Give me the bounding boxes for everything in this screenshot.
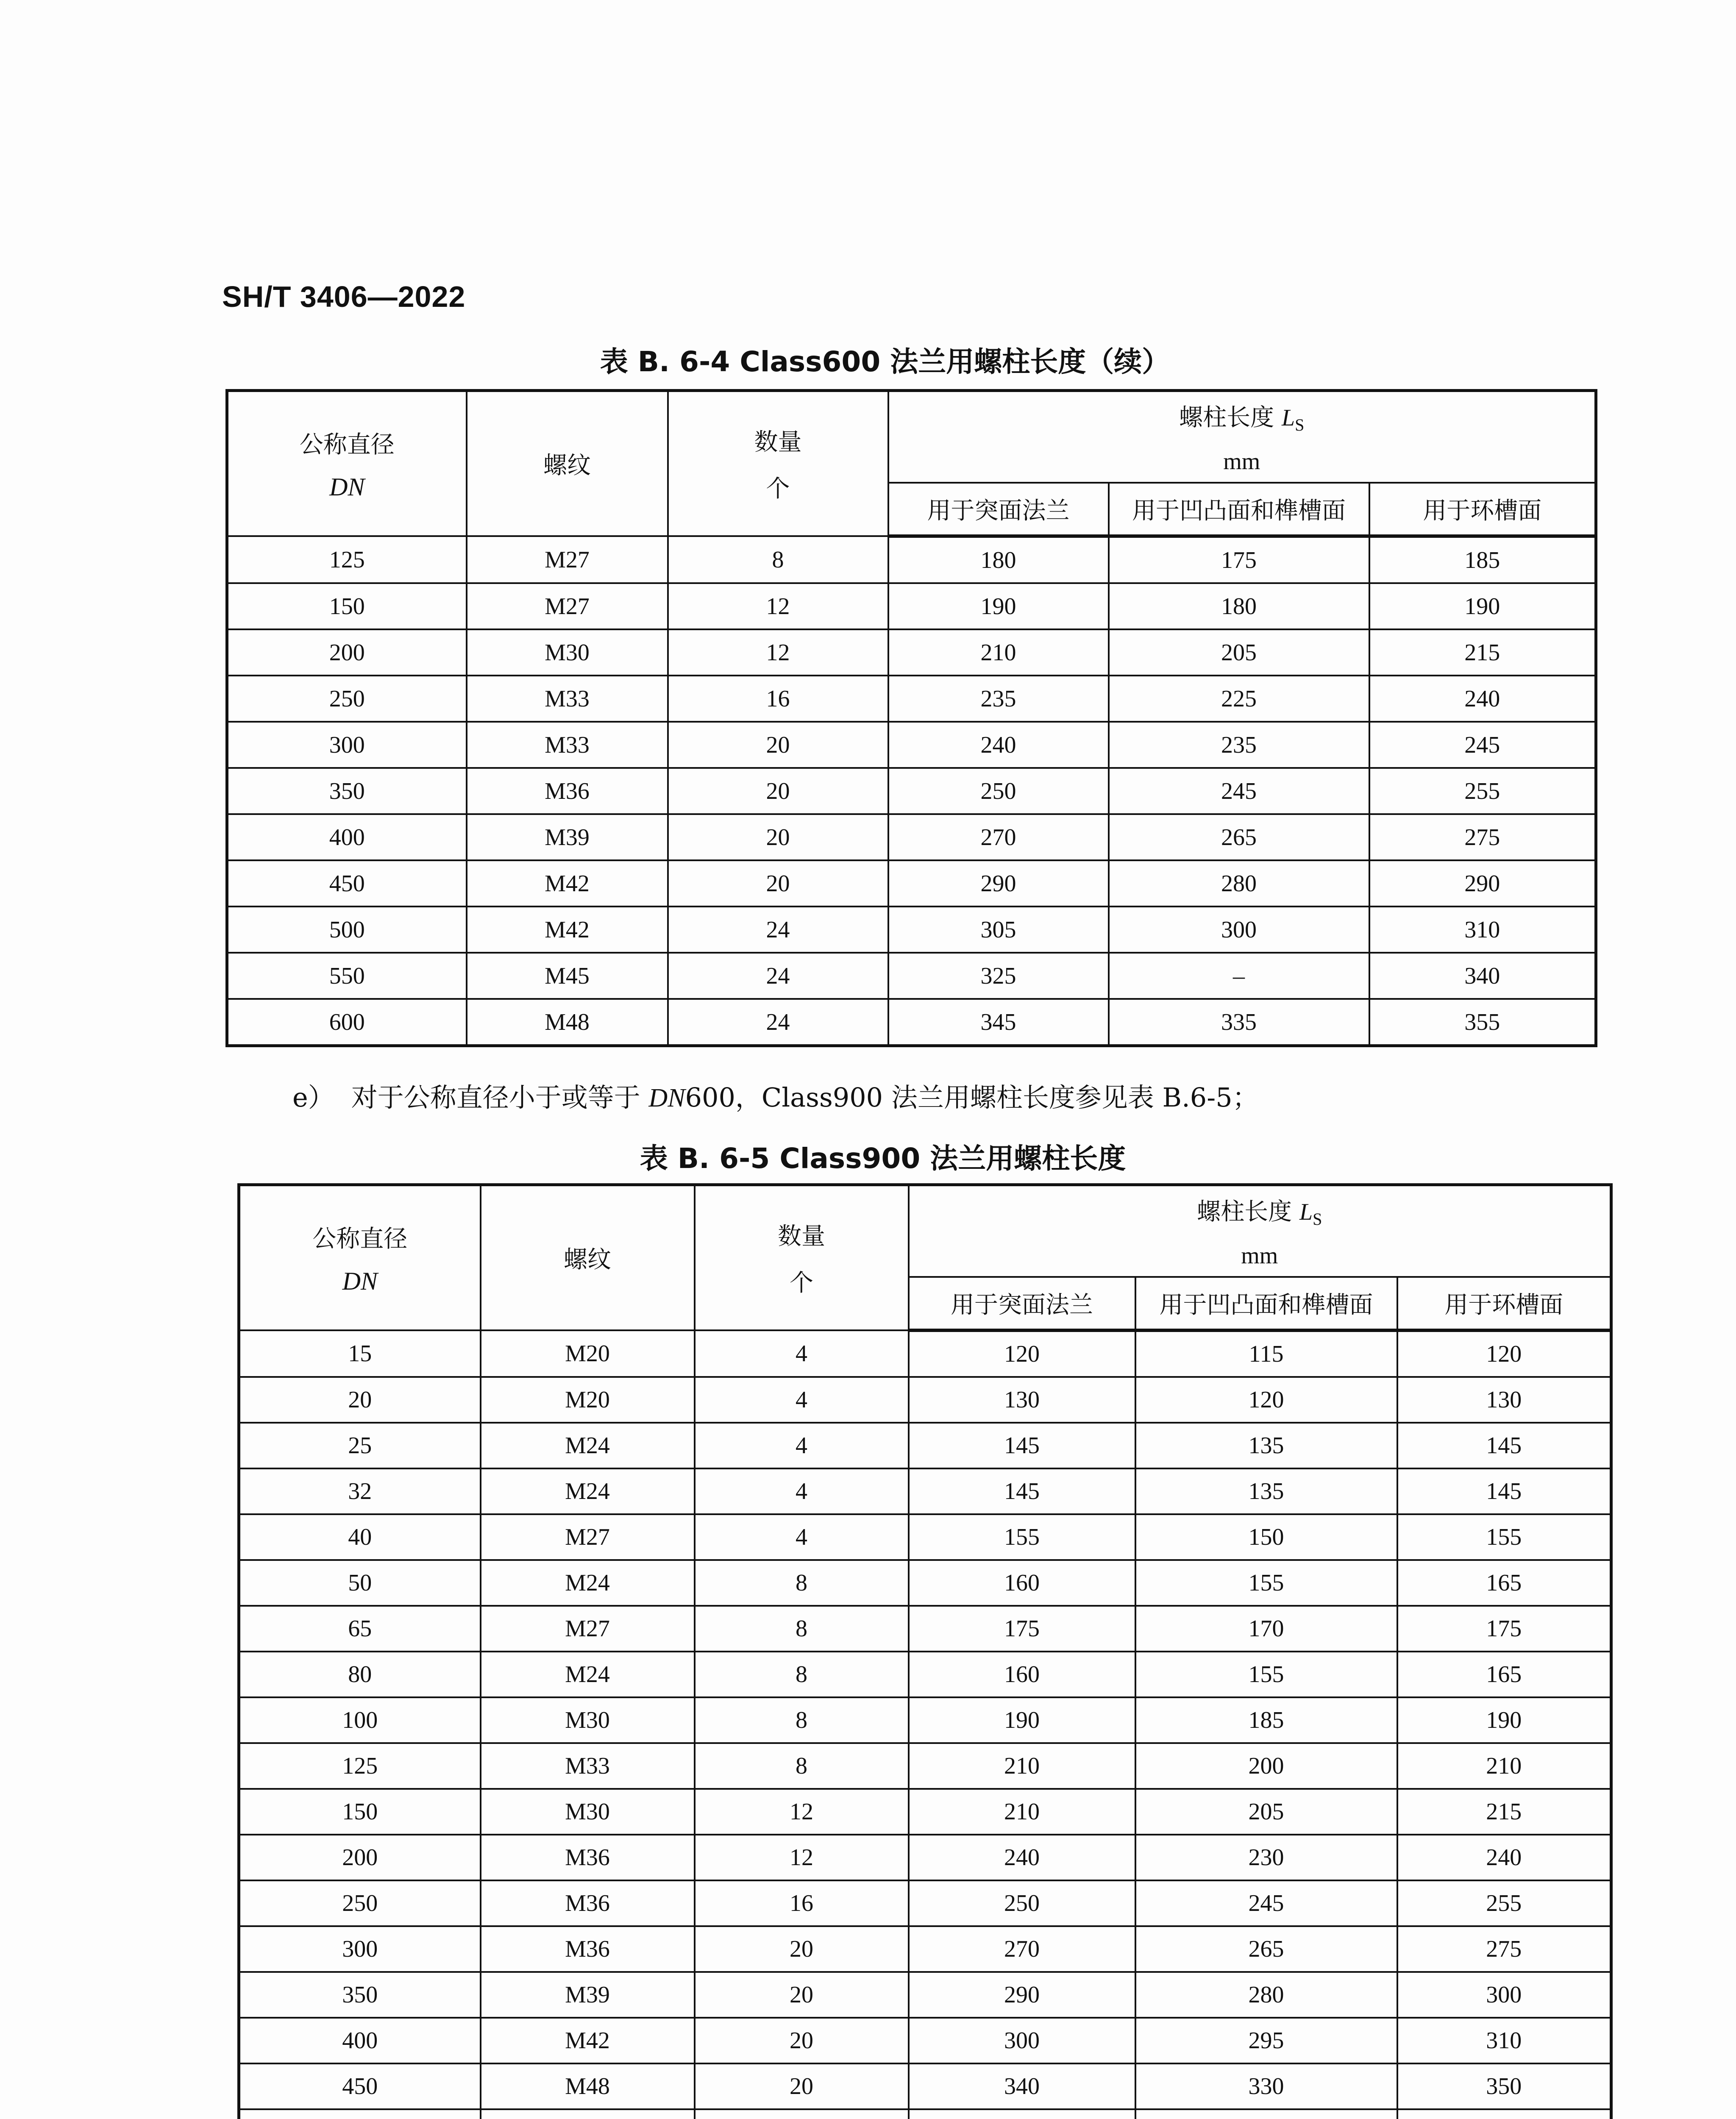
thread-cell: M27 xyxy=(481,1514,695,1560)
male-female-length-cell: 205 xyxy=(1135,1789,1397,1835)
nominal-diameter-cell: 200 xyxy=(239,1835,481,1880)
table2 xyxy=(237,1183,1613,2119)
thread-cell: M20 xyxy=(481,1377,695,1423)
male-female-length-cell: 135 xyxy=(1135,1423,1397,1468)
raised-face-length-cell: 120 xyxy=(909,1330,1135,1377)
ring-groove-length-cell: 300 xyxy=(1397,1972,1611,2018)
male-female-length-cell: 180 xyxy=(1109,583,1369,629)
nominal-diameter-cell: 350 xyxy=(239,1972,481,2018)
quantity-cell: 4 xyxy=(695,1377,909,1423)
nominal-diameter-cell: 32 xyxy=(239,1468,481,1514)
thread-cell: M36 xyxy=(481,1835,695,1880)
table-row xyxy=(227,907,1596,953)
raised-face-length-cell: 305 xyxy=(888,907,1109,953)
ring-groove-length-cell: 210 xyxy=(1397,1743,1611,1789)
table-row xyxy=(227,814,1596,860)
ring-groove-length-cell: 145 xyxy=(1397,1423,1611,1468)
quantity-cell: 24 xyxy=(668,999,888,1046)
table-row xyxy=(239,1743,1611,1789)
ring-groove-length-cell: 185 xyxy=(1369,536,1596,583)
ring-groove-length-cell: 350 xyxy=(1397,2063,1611,2109)
ring-groove-length-cell: 120 xyxy=(1397,1330,1611,1377)
header-quantity xyxy=(695,1185,909,1331)
ring-groove-length-cell: 175 xyxy=(1397,1606,1611,1652)
raised-face-length-cell: 160 xyxy=(909,1560,1135,1606)
raised-face-length-cell: 250 xyxy=(909,1880,1135,1926)
nominal-diameter-cell xyxy=(239,2109,481,2119)
table-row xyxy=(239,2063,1611,2109)
thread-cell: M24 xyxy=(481,1652,695,1697)
table-row xyxy=(239,1606,1611,1652)
quantity-cell: 20 xyxy=(668,860,888,907)
ring-groove-length-cell: 190 xyxy=(1397,1697,1611,1743)
nominal-diameter-cell: 200 xyxy=(227,629,467,676)
thread-cell: M45 xyxy=(467,953,668,999)
ring-groove-length-cell: 165 xyxy=(1397,1560,1611,1606)
male-female-length-cell: 155 xyxy=(1135,1560,1397,1606)
thread-cell: M24 xyxy=(481,1468,695,1514)
quantity-cell: 8 xyxy=(695,1697,909,1743)
raised-face-length-cell: 325 xyxy=(888,953,1109,999)
header-bolt-length-symbol: $L_S$ xyxy=(1281,405,1305,435)
header-nominal-diameter-label: 公称直径 xyxy=(299,431,395,459)
nominal-diameter-cell: 300 xyxy=(227,722,467,768)
nominal-diameter-cell: 250 xyxy=(227,676,467,722)
thread-cell: M24 xyxy=(481,1423,695,1468)
thread-cell: M36 xyxy=(481,1880,695,1926)
thread-cell: M33 xyxy=(467,676,668,722)
ring-groove-length-cell: 215 xyxy=(1397,1789,1611,1835)
table-row xyxy=(227,629,1596,676)
nominal-diameter-cell: 100 xyxy=(239,1697,481,1743)
table-row xyxy=(239,1697,1611,1743)
ring-groove-length-cell: 275 xyxy=(1397,1926,1611,1972)
quantity-cell: 20 xyxy=(695,1926,909,1972)
table-row xyxy=(227,583,1596,629)
header-nominal-diameter xyxy=(227,391,467,537)
male-female-length-cell: 185 xyxy=(1135,1697,1397,1743)
raised-face-length-cell: 190 xyxy=(888,583,1109,629)
raised-face-length-cell: 290 xyxy=(909,1972,1135,2018)
thread-cell: M24 xyxy=(481,1560,695,1606)
male-female-length-cell: 200 xyxy=(1135,1743,1397,1789)
table-row xyxy=(239,1789,1611,1835)
thread-cell: M30 xyxy=(481,1789,695,1835)
ring-groove-length-cell: 130 xyxy=(1397,1377,1611,1423)
thread-cell: M48 xyxy=(481,2063,695,2109)
raised-face-length-cell: 235 xyxy=(888,676,1109,722)
nominal-diameter-cell: 400 xyxy=(227,814,467,860)
male-female-length-cell: 280 xyxy=(1109,860,1369,907)
ring-groove-length-cell: 355 xyxy=(1369,999,1596,1046)
quantity-cell: 4 xyxy=(695,1514,909,1560)
male-female-length-cell: 295 xyxy=(1135,2018,1397,2063)
header-bolt-length-unit: mm xyxy=(1223,448,1260,475)
male-female-length-cell xyxy=(1135,2109,1397,2119)
raised-face-length-cell: 175 xyxy=(909,1606,1135,1652)
raised-face-length-cell: 240 xyxy=(888,722,1109,768)
raised-face-length-cell: 270 xyxy=(888,814,1109,860)
thread-cell: M42 xyxy=(467,907,668,953)
thread-cell: M30 xyxy=(481,1697,695,1743)
header-nominal-diameter-symbol: DN xyxy=(329,473,365,501)
male-female-length-cell: 170 xyxy=(1135,1606,1397,1652)
thread-cell: M33 xyxy=(467,722,668,768)
quantity-cell: 12 xyxy=(668,583,888,629)
nominal-diameter-cell: 550 xyxy=(227,953,467,999)
nominal-diameter-cell: 40 xyxy=(239,1514,481,1560)
raised-face-length-cell xyxy=(909,2109,1135,2119)
raised-face-length-cell: 250 xyxy=(888,768,1109,814)
quantity-cell: 8 xyxy=(668,536,888,583)
ring-groove-length-cell: 215 xyxy=(1369,629,1596,676)
header-male-female-tongue-groove: 用于凹凸面和榫槽面 xyxy=(1135,1277,1397,1330)
thread-cell: M42 xyxy=(467,860,668,907)
header-thread: 螺纹 xyxy=(467,391,668,537)
header-ring-groove: 用于环槽面 xyxy=(1397,1277,1611,1330)
quantity-cell: 20 xyxy=(695,1972,909,2018)
quantity-cell: 8 xyxy=(695,1560,909,1606)
quantity-cell: 12 xyxy=(695,1789,909,1835)
standard-code: SH/T 3406—2022 xyxy=(222,280,466,313)
thread-cell: M27 xyxy=(467,583,668,629)
table-row xyxy=(239,2109,1611,2119)
thread-cell: M20 xyxy=(481,1330,695,1377)
male-female-length-cell: 135 xyxy=(1135,1468,1397,1514)
raised-face-length-cell: 340 xyxy=(909,2063,1135,2109)
raised-face-length-cell: 345 xyxy=(888,999,1109,1046)
nominal-diameter-cell: 15 xyxy=(239,1330,481,1377)
ring-groove-length-cell: 240 xyxy=(1397,1835,1611,1880)
header-quantity-label: 数量 xyxy=(754,428,802,456)
nominal-diameter-cell: 50 xyxy=(239,1560,481,1606)
nominal-diameter-cell: 400 xyxy=(239,2018,481,2063)
male-female-length-cell: 245 xyxy=(1135,1880,1397,1926)
quantity-cell: 20 xyxy=(668,768,888,814)
table-row xyxy=(239,1835,1611,1880)
table2-caption: 表 B. 6-5 Class900 法兰用螺柱长度 xyxy=(640,1142,1126,1175)
male-female-length-cell: 205 xyxy=(1109,629,1369,676)
table-row xyxy=(227,768,1596,814)
thread-cell: M36 xyxy=(467,768,668,814)
table-row xyxy=(239,1468,1611,1514)
table-row xyxy=(239,1972,1611,2018)
male-female-length-cell: 230 xyxy=(1135,1835,1397,1880)
quantity-cell: 24 xyxy=(668,907,888,953)
quantity-cell: 4 xyxy=(695,1330,909,1377)
male-female-length-cell: 330 xyxy=(1135,2063,1397,2109)
table1-caption: 表 B. 6-4 Class600 法兰用螺柱长度（续） xyxy=(600,345,1170,378)
thread-cell: M39 xyxy=(481,1972,695,2018)
raised-face-length-cell: 210 xyxy=(888,629,1109,676)
nominal-diameter-cell: 600 xyxy=(227,999,467,1046)
nominal-diameter-cell: 150 xyxy=(239,1789,481,1835)
thread-cell xyxy=(481,2109,695,2119)
header-male-female-tongue-groove: 用于凹凸面和榫槽面 xyxy=(1109,483,1369,536)
header-thread: 螺纹 xyxy=(481,1185,695,1331)
raised-face-length-cell: 130 xyxy=(909,1377,1135,1423)
ring-groove-length-cell: 165 xyxy=(1397,1652,1611,1697)
table-row xyxy=(239,1880,1611,1926)
table-row xyxy=(227,676,1596,722)
note-e xyxy=(292,1076,1259,1114)
thread-cell: M48 xyxy=(467,999,668,1046)
male-female-length-cell: 245 xyxy=(1109,768,1369,814)
thread-cell: M27 xyxy=(467,536,668,583)
raised-face-length-cell: 180 xyxy=(888,536,1109,583)
quantity-cell: 16 xyxy=(668,676,888,722)
raised-face-length-cell: 270 xyxy=(909,1926,1135,1972)
ring-groove-length-cell: 310 xyxy=(1397,2018,1611,2063)
table-row xyxy=(239,1652,1611,1697)
quantity-cell: 24 xyxy=(668,953,888,999)
nominal-diameter-cell: 450 xyxy=(227,860,467,907)
nominal-diameter-cell: 300 xyxy=(239,1926,481,1972)
table-row xyxy=(227,953,1596,999)
thread-cell: M39 xyxy=(467,814,668,860)
header-quantity-unit: 个 xyxy=(790,1269,813,1297)
thread-cell: M42 xyxy=(481,2018,695,2063)
raised-face-length-cell: 145 xyxy=(909,1468,1135,1514)
raised-face-length-cell: 290 xyxy=(888,860,1109,907)
male-female-length-cell: 225 xyxy=(1109,676,1369,722)
ring-groove-length-cell: 340 xyxy=(1369,953,1596,999)
male-female-length-cell: 265 xyxy=(1109,814,1369,860)
nominal-diameter-cell: 20 xyxy=(239,1377,481,1423)
quantity-cell xyxy=(695,2109,909,2119)
ring-groove-length-cell: 240 xyxy=(1369,676,1596,722)
ring-groove-length-cell: 190 xyxy=(1369,583,1596,629)
ring-groove-length-cell xyxy=(1397,2109,1611,2119)
quantity-cell: 8 xyxy=(695,1652,909,1697)
raised-face-length-cell: 190 xyxy=(909,1697,1135,1743)
header-quantity-unit: 个 xyxy=(766,475,790,503)
note-text-after: 600，Class900 法兰用螺柱长度参见表 B.6-5； xyxy=(685,1082,1259,1113)
quantity-cell: 20 xyxy=(668,722,888,768)
quantity-cell: 20 xyxy=(668,814,888,860)
raised-face-length-cell: 210 xyxy=(909,1743,1135,1789)
quantity-cell: 16 xyxy=(695,1880,909,1926)
ring-groove-length-cell: 275 xyxy=(1369,814,1596,860)
raised-face-length-cell: 240 xyxy=(909,1835,1135,1880)
header-bolt-length-label: 螺柱长度 xyxy=(1197,1198,1292,1226)
nominal-diameter-cell: 65 xyxy=(239,1606,481,1652)
male-female-length-cell: 300 xyxy=(1109,907,1369,953)
header-bolt-length-unit: mm xyxy=(1241,1242,1278,1269)
header-raised-face: 用于突面法兰 xyxy=(888,483,1109,536)
nominal-diameter-cell: 80 xyxy=(239,1652,481,1697)
nominal-diameter-cell: 125 xyxy=(239,1743,481,1789)
male-female-length-cell: 280 xyxy=(1135,1972,1397,2018)
table-row xyxy=(239,1560,1611,1606)
header-bolt-length xyxy=(888,391,1596,483)
table1-body xyxy=(227,536,1596,1046)
raised-face-length-cell: 300 xyxy=(909,2018,1135,2063)
male-female-length-cell: 150 xyxy=(1135,1514,1397,1560)
ring-groove-length-cell: 145 xyxy=(1397,1468,1611,1514)
ring-groove-length-cell: 245 xyxy=(1369,722,1596,768)
raised-face-length-cell: 210 xyxy=(909,1789,1135,1835)
nominal-diameter-cell: 450 xyxy=(239,2063,481,2109)
header-bolt-length xyxy=(909,1185,1611,1277)
nominal-diameter-cell: 150 xyxy=(227,583,467,629)
ring-groove-length-cell: 255 xyxy=(1369,768,1596,814)
note-text-before: 对于公称直径小于或等于 xyxy=(351,1082,649,1113)
header-raised-face: 用于突面法兰 xyxy=(909,1277,1135,1330)
header-quantity-label: 数量 xyxy=(778,1223,825,1250)
male-female-length-cell: 155 xyxy=(1135,1652,1397,1697)
table-row xyxy=(239,1330,1611,1377)
quantity-cell: 12 xyxy=(668,629,888,676)
ring-groove-length-cell: 310 xyxy=(1369,907,1596,953)
table-row xyxy=(227,722,1596,768)
quantity-cell: 8 xyxy=(695,1606,909,1652)
header-bolt-length-label: 螺柱长度 xyxy=(1179,404,1274,432)
table2-body xyxy=(239,1330,1611,2119)
header-nominal-diameter-label: 公称直径 xyxy=(312,1225,408,1253)
ring-groove-length-cell: 155 xyxy=(1397,1514,1611,1560)
male-female-length-cell: 115 xyxy=(1135,1330,1397,1377)
table-row xyxy=(227,860,1596,907)
quantity-cell: 12 xyxy=(695,1835,909,1880)
nominal-diameter-cell: 125 xyxy=(227,536,467,583)
male-female-length-cell: 265 xyxy=(1135,1926,1397,1972)
nominal-diameter-cell: 350 xyxy=(227,768,467,814)
note-dn: DN xyxy=(648,1084,685,1112)
quantity-cell: 4 xyxy=(695,1423,909,1468)
table-row xyxy=(239,1423,1611,1468)
male-female-length-cell: 120 xyxy=(1135,1377,1397,1423)
raised-face-length-cell: 145 xyxy=(909,1423,1135,1468)
nominal-diameter-cell: 250 xyxy=(239,1880,481,1926)
thread-cell: M36 xyxy=(481,1926,695,1972)
quantity-cell: 4 xyxy=(695,1468,909,1514)
header-nominal-diameter-symbol: DN xyxy=(342,1267,378,1295)
male-female-length-cell: 335 xyxy=(1109,999,1369,1046)
table-row xyxy=(227,536,1596,583)
ring-groove-length-cell: 255 xyxy=(1397,1880,1611,1926)
header-ring-groove: 用于环槽面 xyxy=(1369,483,1596,536)
thread-cell: M33 xyxy=(481,1743,695,1789)
table-row xyxy=(239,1514,1611,1560)
quantity-cell: 20 xyxy=(695,2063,909,2109)
male-female-length-cell: 175 xyxy=(1109,536,1369,583)
header-bolt-length-symbol: $L_S$ xyxy=(1299,1199,1322,1229)
table-row xyxy=(227,999,1596,1046)
raised-face-length-cell: 160 xyxy=(909,1652,1135,1697)
thread-cell: M30 xyxy=(467,629,668,676)
nominal-diameter-cell: 500 xyxy=(227,907,467,953)
header-nominal-diameter xyxy=(239,1185,481,1331)
male-female-length-cell: – xyxy=(1109,953,1369,999)
raised-face-length-cell: 155 xyxy=(909,1514,1135,1560)
ring-groove-length-cell: 290 xyxy=(1369,860,1596,907)
header-quantity xyxy=(668,391,888,537)
note-label: e） xyxy=(292,1082,334,1113)
table1 xyxy=(225,389,1597,1047)
nominal-diameter-cell: 25 xyxy=(239,1423,481,1468)
quantity-cell: 20 xyxy=(695,2018,909,2063)
table-row xyxy=(239,2018,1611,2063)
table-row xyxy=(239,1926,1611,1972)
thread-cell: M27 xyxy=(481,1606,695,1652)
male-female-length-cell: 235 xyxy=(1109,722,1369,768)
quantity-cell: 8 xyxy=(695,1743,909,1789)
table-row xyxy=(239,1377,1611,1423)
